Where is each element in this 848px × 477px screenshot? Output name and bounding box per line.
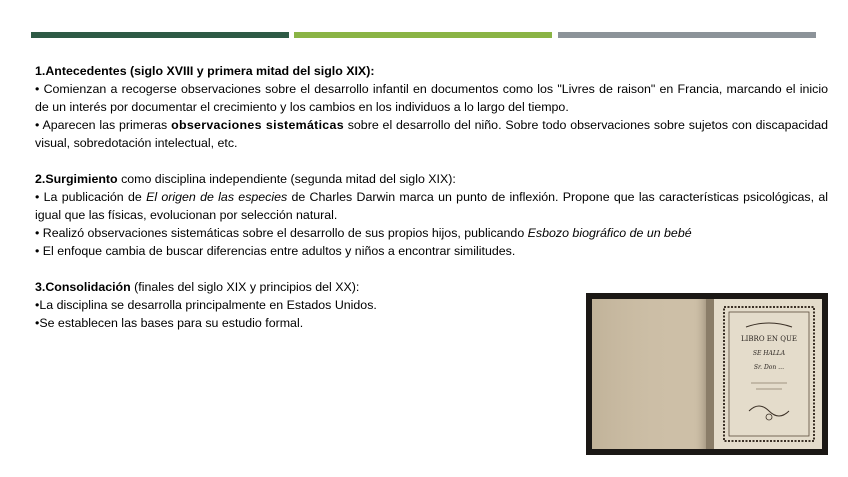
book-title: Esbozo biográfico de un bebé bbox=[527, 226, 692, 240]
heading-bold: 2.Surgimiento bbox=[35, 172, 118, 186]
book-title: El origen de las especies bbox=[146, 190, 288, 204]
section-1-bullet-1: • Comienzan a recogerse observaciones sobre el desarrollo infantil en documentos como los "Livres de raison" en Francia, marcando el inicio de un interés por documentar el crecimiento y los cambios en los individuos a lo largo del tiempo. bbox=[35, 82, 828, 114]
accent-bar-dark-green bbox=[31, 32, 289, 38]
heading-rest: (finales del siglo XIX y principios del XX): bbox=[130, 280, 360, 294]
text: de Charles Darwin marca un punto de inflexión. Propone que las características psicológicas, al igual que las físicas, evolucionan por selección natural. bbox=[35, 190, 828, 222]
book-title-line-1: LIBRO EN QUE bbox=[741, 335, 797, 343]
heading-bold: 3.Consolidación bbox=[35, 280, 131, 294]
section-2-bullet-2 bbox=[35, 224, 828, 242]
text: • Aparecen las primeras bbox=[35, 118, 172, 132]
book-title-line-3: Sr. Don … bbox=[753, 364, 785, 371]
book-title-line-2: SE HALLA bbox=[752, 350, 786, 357]
accent-bar-gray bbox=[558, 32, 816, 38]
section-1-heading: 1.Antecedentes (siglo XVIII y primera mitad del siglo XIX): bbox=[35, 64, 375, 78]
section-2-heading bbox=[35, 170, 828, 188]
heading-rest: como disciplina independiente (segunda mitad del siglo XIX): bbox=[117, 172, 456, 186]
accent-bar-light-green bbox=[294, 32, 552, 38]
text: • La publicación de bbox=[35, 190, 147, 204]
section-3-bullet-2: •Se establecen las bases para su estudio formal. bbox=[35, 316, 304, 330]
old-book-photo bbox=[586, 293, 828, 455]
slide-body bbox=[35, 62, 828, 332]
emphasis: observaciones sistemáticas bbox=[171, 118, 344, 132]
text: sobre el desarrollo del niño. Sobre todo observaciones sobre sujetos con discapacidad visual, sobredotación intelectual, etc. bbox=[35, 118, 828, 150]
text: • Realizó observaciones sistemáticas sobre el desarrollo de sus propios hijos, publicando bbox=[35, 226, 528, 240]
section-1-bullet-2 bbox=[35, 116, 828, 152]
section-2-bullet-1 bbox=[35, 188, 828, 224]
section-3-bullet-1: •La disciplina se desarrolla principalmente en Estados Unidos. bbox=[35, 298, 377, 312]
section-2-bullet-3: • El enfoque cambia de buscar diferencias entre adultos y niños a encontrar similitudes. bbox=[35, 244, 516, 258]
book-illustration bbox=[586, 293, 828, 455]
